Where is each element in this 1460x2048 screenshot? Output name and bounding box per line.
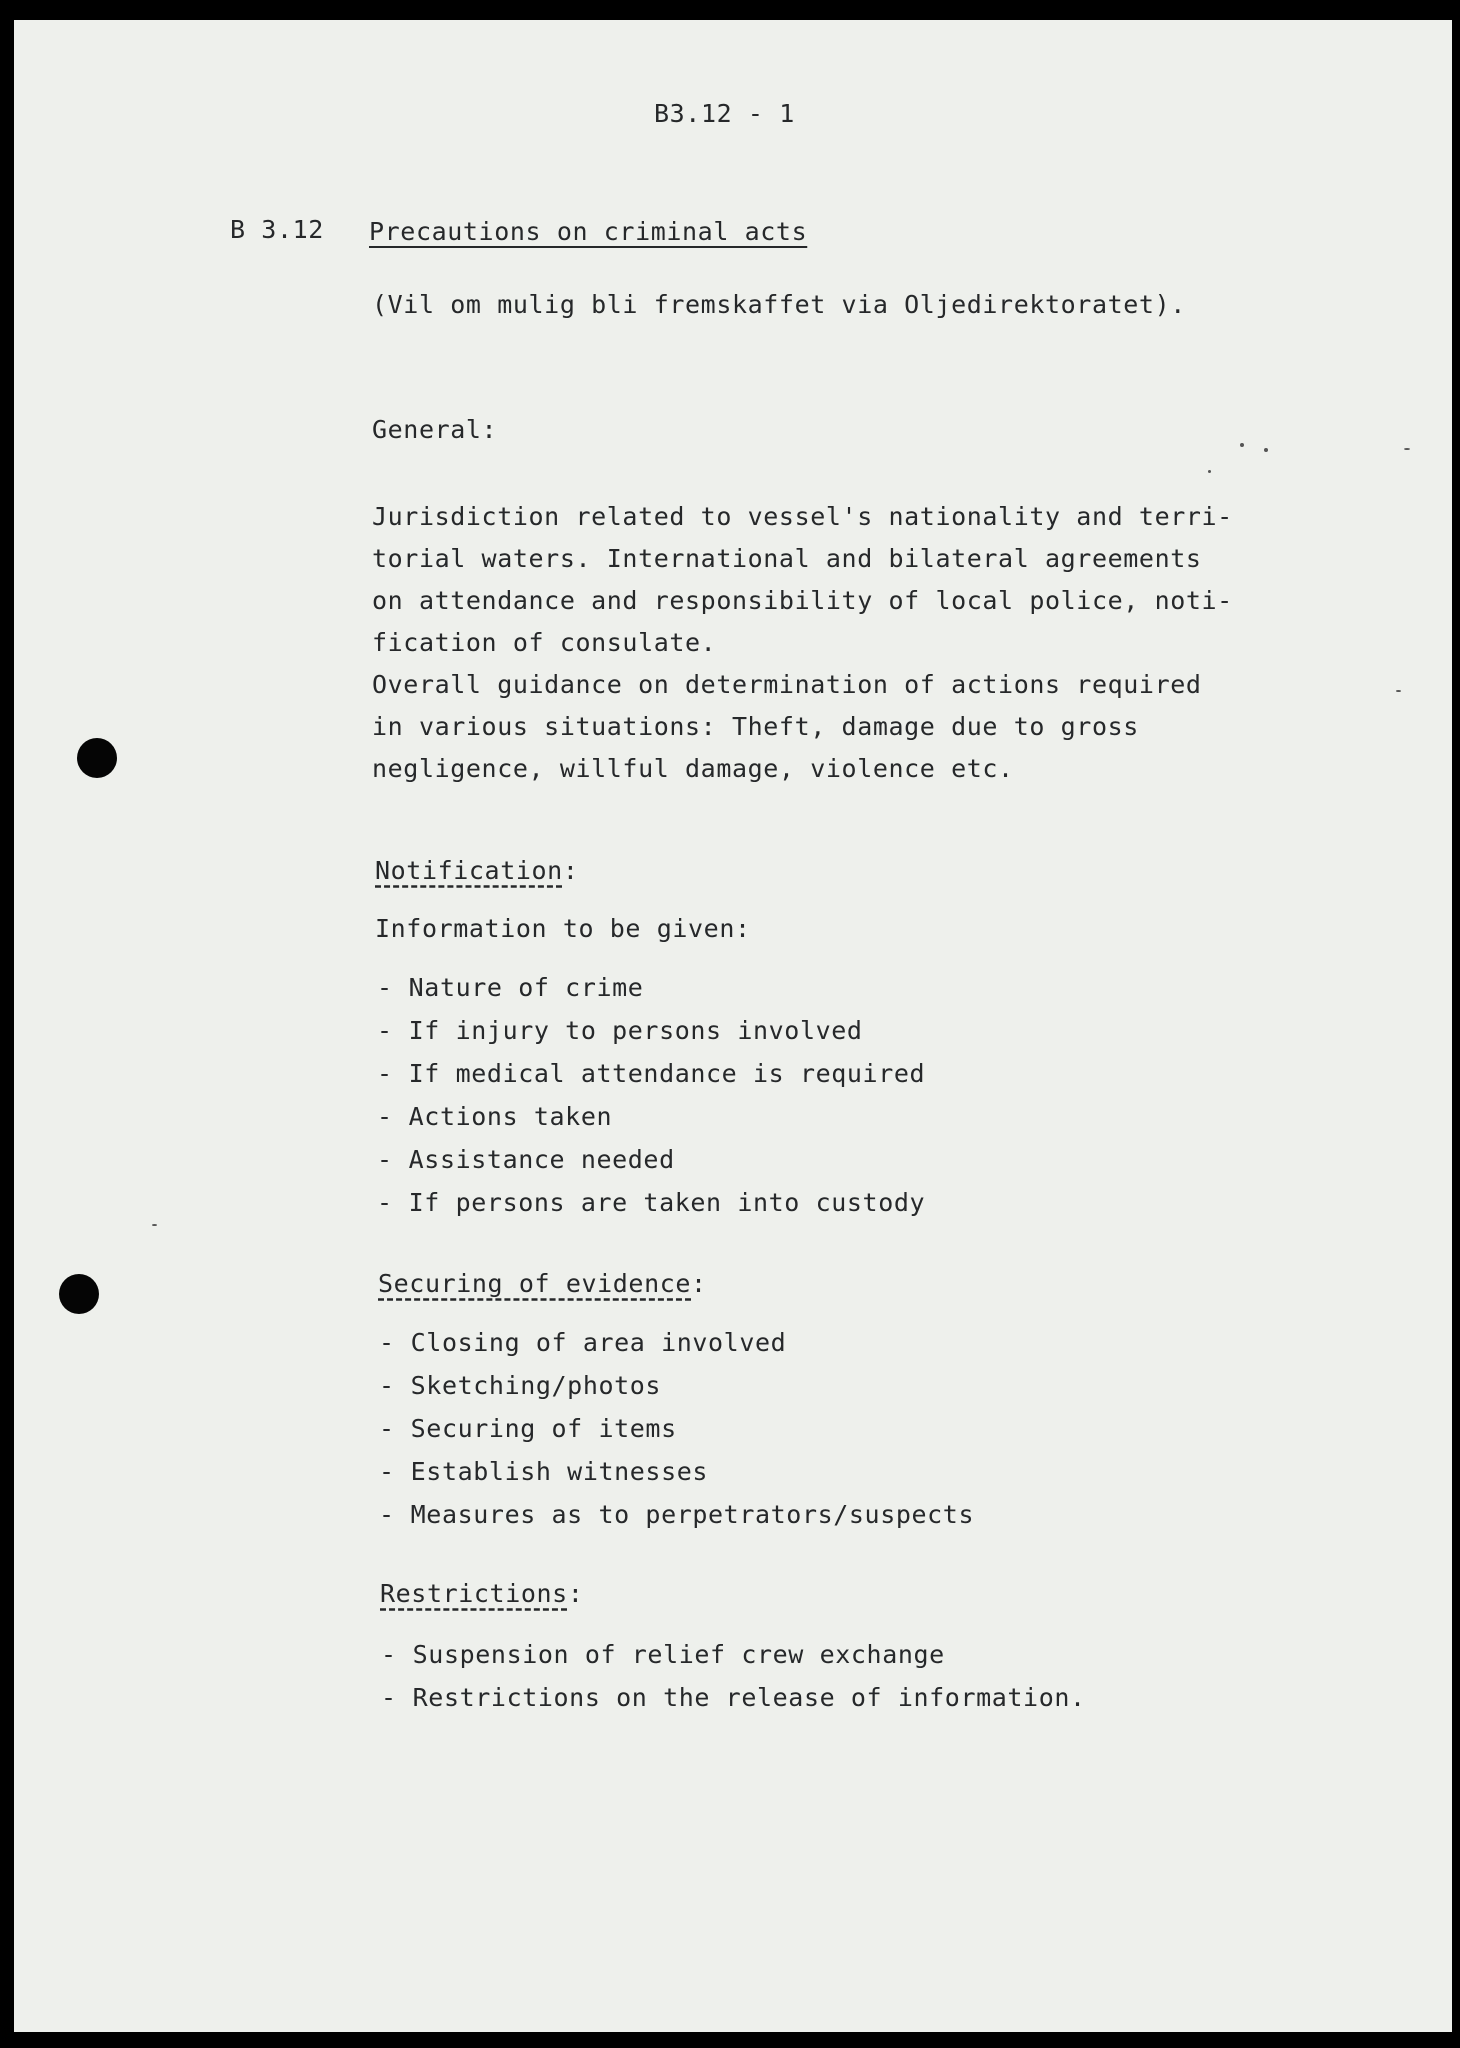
list-item-text: Sketching/photos <box>410 1371 662 1400</box>
list-item-text: If medical attendance is required <box>408 1059 926 1088</box>
scan-speck <box>1396 690 1401 692</box>
list-item <box>379 1364 974 1407</box>
dash-bullet: - <box>377 1145 393 1174</box>
restrictions-heading <box>380 1573 583 1615</box>
evidence-list <box>379 1321 974 1536</box>
list-item-text: Suspension of relief crew exchange <box>412 1640 945 1669</box>
list-item-text: Establish witnesses <box>410 1457 709 1486</box>
list-item <box>377 1095 925 1138</box>
list-item-text: Assistance needed <box>408 1145 675 1174</box>
list-item-text: Restrictions on the release of information. <box>412 1683 1086 1712</box>
dash-bullet: - <box>377 1059 393 1088</box>
list-item-text: If injury to persons involved <box>408 1016 863 1045</box>
section-note: (Vil om mulig bli fremskaffet via Oljedirektoratet). <box>372 290 1186 319</box>
notification-heading <box>375 850 578 892</box>
punch-hole-top <box>77 738 117 778</box>
scan-speck <box>1264 448 1268 452</box>
paragraph-line: on attendance and responsibility of local police, noti- <box>372 586 1233 615</box>
colon: : <box>567 1579 584 1608</box>
section-number: B 3.12 <box>230 215 324 244</box>
punch-hole-bottom <box>59 1274 99 1314</box>
notification-heading-text: Notification <box>375 856 563 885</box>
page-number: B3.12 - 1 <box>654 99 795 128</box>
paragraph-line: fication of consulate. <box>372 628 717 657</box>
notification-subheading: Information to be given: <box>375 914 751 943</box>
list-item-text: If persons are taken into custody <box>408 1188 926 1217</box>
dash-bullet: - <box>377 1188 393 1217</box>
list-item <box>381 1633 1086 1676</box>
list-item <box>379 1407 974 1450</box>
list-item-text: Nature of crime <box>408 973 644 1002</box>
restrictions-heading-text: Restrictions <box>380 1579 568 1608</box>
list-item <box>377 1181 925 1224</box>
list-item <box>381 1676 1086 1719</box>
paragraph-line: torial waters. International and bilateral agreements <box>372 544 1202 573</box>
list-item <box>377 966 925 1009</box>
paragraph-line: in various situations: Theft, damage due to gross <box>372 712 1139 741</box>
scan-speck <box>1208 470 1211 473</box>
paragraph-line: Jurisdiction related to vessel's nationality and terri- <box>372 502 1233 531</box>
colon: : <box>562 856 579 885</box>
list-item-text: Measures as to perpetrators/suspects <box>410 1500 975 1529</box>
scan-speck <box>1240 443 1244 447</box>
list-item <box>379 1493 974 1536</box>
dash-bullet: - <box>379 1457 395 1486</box>
dash-bullet: - <box>381 1683 397 1712</box>
evidence-heading-text: Securing of evidence <box>378 1269 692 1298</box>
scan-speck <box>1404 448 1410 450</box>
list-item-text: Closing of area involved <box>410 1328 787 1357</box>
notification-list <box>377 966 925 1224</box>
colon: : <box>691 1269 707 1298</box>
paragraph-line: negligence, willful damage, violence etc. <box>372 754 1014 783</box>
list-item <box>377 1138 925 1181</box>
list-item <box>377 1052 925 1095</box>
general-paragraph-2 <box>372 664 1202 790</box>
dash-bullet: - <box>377 1016 393 1045</box>
list-item <box>379 1450 974 1493</box>
dash-bullet: - <box>379 1500 395 1529</box>
list-item <box>379 1321 974 1364</box>
evidence-heading <box>378 1263 707 1305</box>
list-item-text: Actions taken <box>408 1102 613 1131</box>
restrictions-list <box>381 1633 1086 1719</box>
dash-bullet: - <box>379 1414 395 1443</box>
general-paragraph-1 <box>372 496 1233 664</box>
scan-speck <box>152 1224 157 1226</box>
dash-bullet: - <box>379 1371 395 1400</box>
section-title: Precautions on criminal acts <box>369 217 808 246</box>
dash-bullet: - <box>381 1640 397 1669</box>
dash-bullet: - <box>377 1102 393 1131</box>
list-item-text: Securing of items <box>410 1414 677 1443</box>
list-item <box>377 1009 925 1052</box>
dash-bullet: - <box>377 973 393 1002</box>
general-heading: General: <box>372 415 498 444</box>
dash-bullet: - <box>379 1328 395 1357</box>
paragraph-line: Overall guidance on determination of actions required <box>372 670 1202 699</box>
paper-sheet <box>14 20 1452 2032</box>
